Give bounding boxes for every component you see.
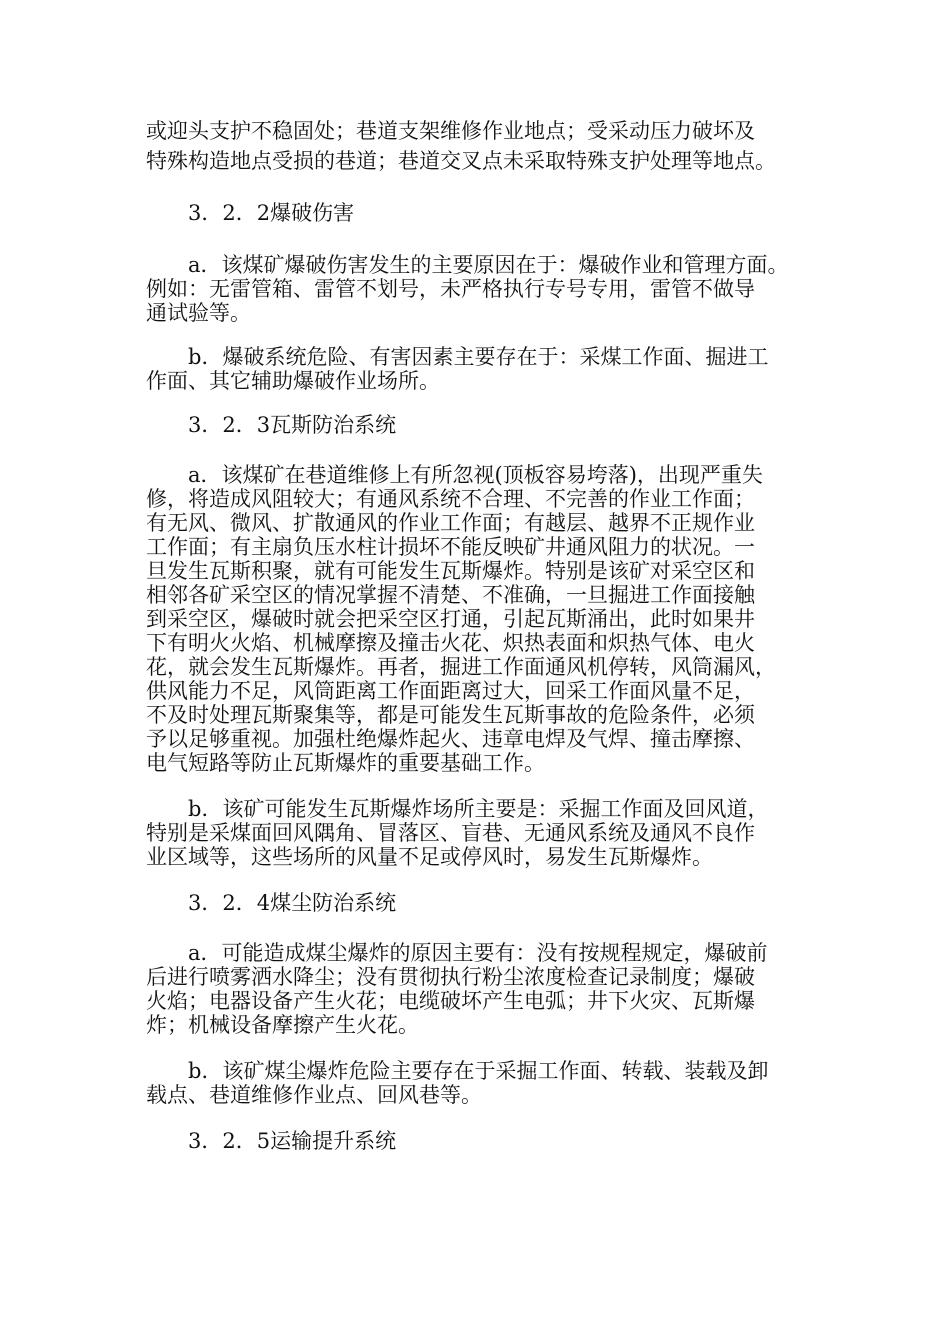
text-line: 或迎头支护不稳固处；巷道支架维修作业地点；受采动压力破坏及	[146, 119, 755, 143]
text-line: 后进行喷雾洒水降尘；没有贯彻执行粉尘浓度检查记录制度；爆破	[146, 965, 755, 989]
section-heading: 3．2．4煤尘防治系统	[188, 891, 397, 915]
text-line: 载点、巷道维修作业点、回风巷等。	[146, 1083, 482, 1107]
text-line: 通试验等。	[146, 301, 251, 325]
text-line: 花，就会发生瓦斯爆炸。再者，掘进工作面通风机停转，风筒漏风，	[146, 655, 776, 679]
text-line: 作面、其它辅助爆破作业场所。	[146, 369, 440, 393]
paragraph-line: a．该煤矿在巷道维修上有所忽视(顶板容易垮落)，出现严重失	[188, 463, 763, 487]
text-line: 不及时处理瓦斯聚集等，都是可能发生瓦斯事故的危险条件，必须	[146, 703, 755, 727]
text-line: 修，将造成风阻较大；有通风系统不合理、不完善的作业工作面；	[146, 487, 755, 511]
paragraph-line: a．该煤矿爆破伤害发生的主要原因在于：爆破作业和管理方面。	[188, 253, 789, 277]
section-heading: 3．2．3瓦斯防治系统	[188, 413, 397, 437]
paragraph-line: b．爆破系统危险、有害因素主要存在于：采煤工作面、掘进工	[188, 345, 769, 369]
paragraph-line: a．可能造成煤尘爆炸的原因主要有：没有按规程规定，爆破前	[188, 941, 768, 965]
section-heading: 3．2．2爆破伤害	[188, 201, 355, 225]
text-line: 相邻各矿采空区的情况掌握不清楚、不准确，一旦掘进工作面接触	[146, 583, 755, 607]
text-line: 电气短路等防止瓦斯爆炸的重要基础工作。	[146, 751, 545, 775]
text-line: 予以足够重视。加强杜绝爆炸起火、违章电焊及气焊、撞击摩擦、	[146, 727, 755, 751]
section-heading: 3．2．5运输提升系统	[188, 1129, 397, 1153]
paragraph-line: b．该矿可能发生瓦斯爆炸场所主要是：采掘工作面及回风道，	[188, 797, 769, 821]
text-line: 有无风、微风、扩散通风的作业工作面；有越层、越界不正规作业	[146, 511, 755, 535]
text-line: 旦发生瓦斯积聚，就有可能发生瓦斯爆炸。特别是该矿对采空区和	[146, 559, 755, 583]
text-line: 业区域等，这些场所的风量不足或停风时，易发生瓦斯爆炸。	[146, 845, 713, 869]
text-line: 火焰；电器设备产生火花；电缆破坏产生电弧；井下火灾、瓦斯爆	[146, 989, 755, 1013]
text-line: 特殊构造地点受损的巷道；巷道交叉点未采取特殊支护处理等地点。	[146, 149, 776, 173]
text-line: 例如：无雷管箱、雷管不划号，未严格执行专号专用，雷管不做导	[146, 277, 755, 301]
text-line: 工作面；有主扇负压水柱计损坏不能反映矿井通风阻力的状况。一	[146, 535, 755, 559]
text-line: 下有明火火焰、机械摩擦及撞击火花、炽热表面和炽热气体、电火	[146, 631, 755, 655]
text-line: 到采空区，爆破时就会把采空区打通，引起瓦斯涌出，此时如果井	[146, 607, 755, 631]
text-line: 供风能力不足，风筒距离工作面距离过大，回采工作面风量不足，	[146, 679, 755, 703]
text-line: 特别是采煤面回风隅角、冒落区、盲巷、无通风系统及通风不良作	[146, 821, 755, 845]
text-line: 炸；机械设备摩擦产生火花。	[146, 1013, 419, 1037]
paragraph-line: b．该矿煤尘爆炸危险主要存在于采掘工作面、转载、装载及卸	[188, 1059, 769, 1083]
